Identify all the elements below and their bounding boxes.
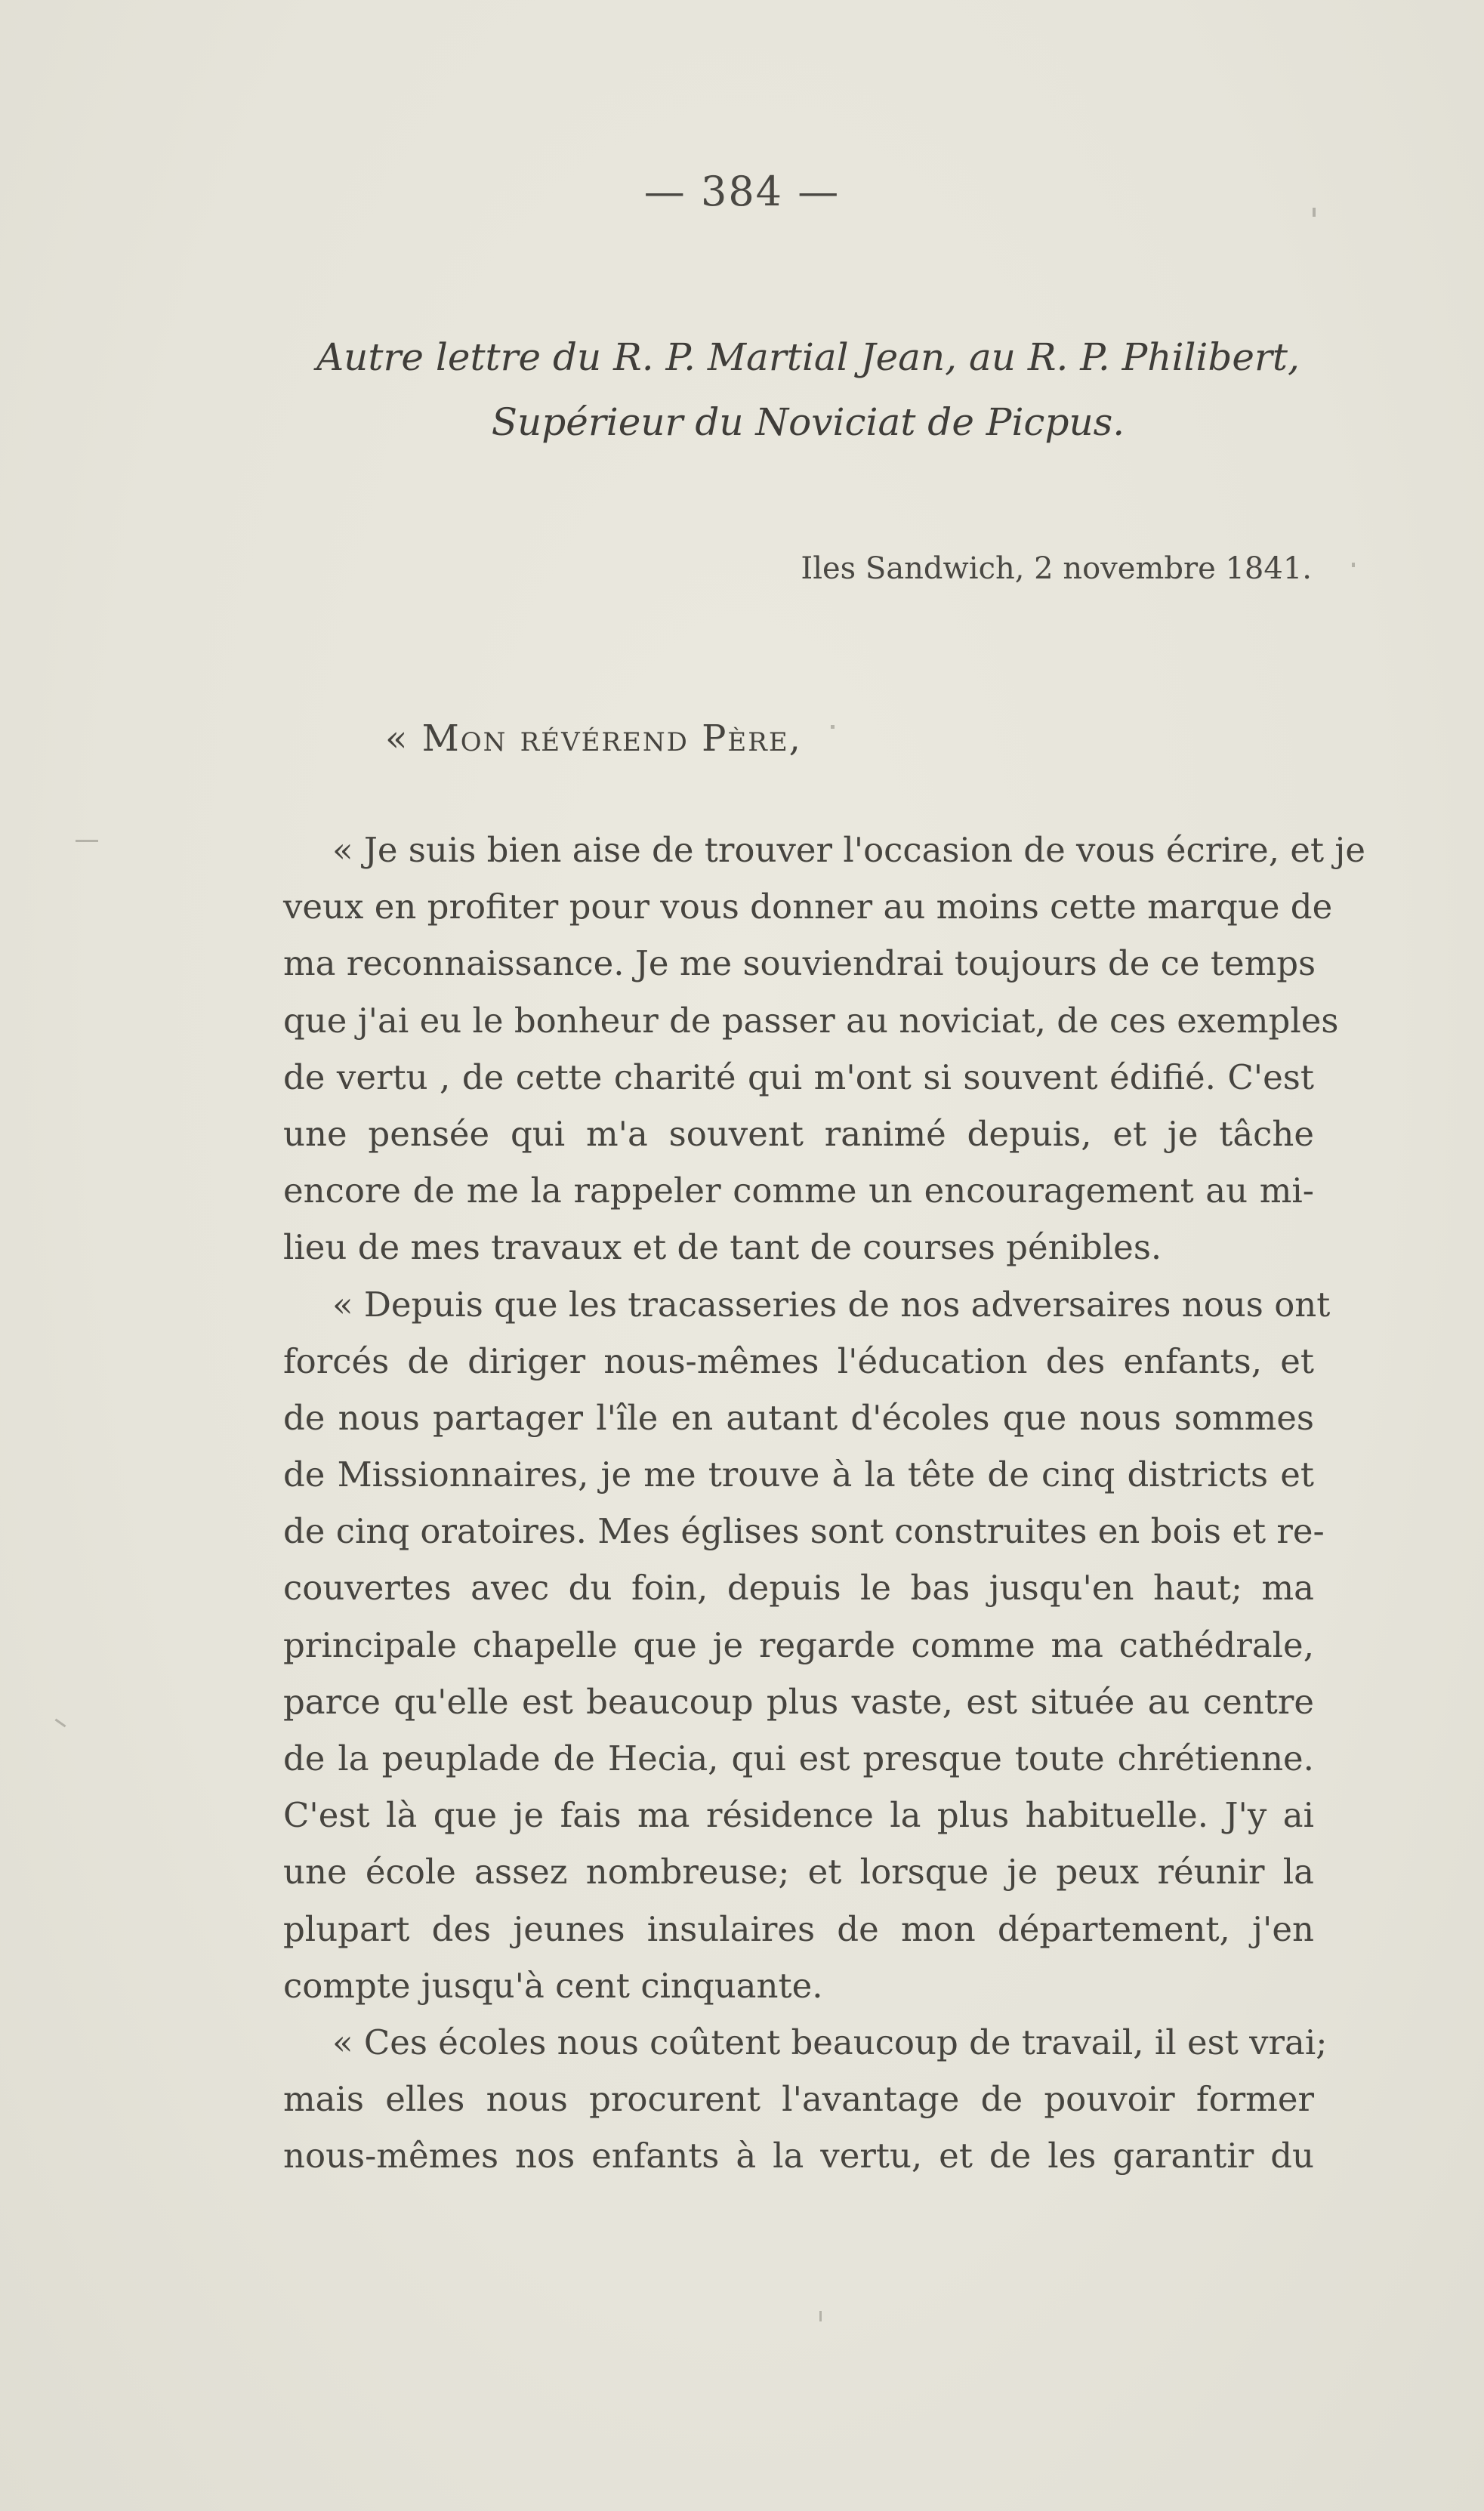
text-line: de Missionnaires, je me trouve à la tête de cinq districts et <box>283 1454 1314 1495</box>
text-line: de nous partager l'île en autant d'écoles que nous sommes <box>283 1397 1314 1438</box>
heading-line-2: Supérieur du Noviciat de Picpus. <box>491 400 1125 444</box>
text-line: nous-mêmes nos enfants à la vertu, et de les garantir du <box>283 2136 1314 2176</box>
scan-speck <box>55 1719 66 1728</box>
letter-heading <box>272 325 1344 455</box>
scan-speck <box>831 725 835 729</box>
text-line: encore de me la rappeler comme un encouragement au mi- <box>283 1171 1314 1211</box>
scan-speck <box>819 2311 822 2321</box>
text-line: « Ces écoles nous coûtent beaucoup de travail, il est vrai; <box>332 2022 1328 2062</box>
text-line: de vertu , de cette charité qui m'ont si souvent édifié. C'est <box>283 1057 1314 1097</box>
heading-line-1: Autre lettre du R. P. Martial Jean, au R. P. Philibert, <box>316 335 1300 379</box>
scan-speck <box>1352 563 1355 567</box>
text-line: couvertes avec du foin, depuis le bas jusqu'en haut; ma <box>283 1568 1314 1609</box>
scan-speck <box>76 840 98 842</box>
text-line: veux en profiter pour vous donner au moins cette marque de <box>283 887 1333 927</box>
text-line: de cinq oratoires. Mes églises sont construites en bois et re- <box>283 1511 1325 1552</box>
text-line: principale chapelle que je regarde comme ma cathédrale, <box>283 1624 1314 1665</box>
text-line: lieu de mes travaux et de tant de courses pénibles. <box>283 1227 1162 1268</box>
text-line: que j'ai eu le bonheur de passer au noviciat, de ces exemples <box>283 1000 1339 1041</box>
text-line: forcés de diriger nous-mêmes l'éducation des enfants, et <box>283 1340 1314 1381</box>
text-line: une pensée qui m'a souvent ranimé depuis, et je tâche <box>283 1113 1314 1154</box>
scan-speck <box>1313 208 1316 217</box>
text-line: mais elles nous procurent l'avantage de pouvoir former <box>283 2079 1314 2120</box>
text-line: plupart des jeunes insulaires de mon département, j'en <box>283 1908 1314 1949</box>
text-line: parce qu'elle est beaucoup plus vaste, est située au centre <box>283 1681 1314 1722</box>
text-line: « Je suis bien aise de trouver l'occasion de vous écrire, et je <box>332 830 1365 870</box>
letter-body <box>283 822 1365 2185</box>
text-line: C'est là que je fais ma résidence la plus habituelle. J'y ai <box>283 1795 1314 1836</box>
text-line: une école assez nombreuse; et lorsque je peux réunir la <box>283 1852 1314 1893</box>
text-line: de la peuplade de Hecia, qui est presque toute chrétienne. <box>283 1738 1314 1778</box>
text-line: ma reconnaissance. Je me souviendrai toujours de ce temps <box>283 943 1316 984</box>
dateline: Iles Sandwich, 2 novembre 1841. <box>801 551 1312 586</box>
salutation: « Mon révérend Père, <box>385 717 802 760</box>
text-line: compte jusqu'à cent cinquante. <box>283 1965 823 2006</box>
page-number: — 384 — <box>643 168 841 215</box>
text-line: « Depuis que les tracasseries de nos adversaires nous ont <box>332 1284 1331 1325</box>
